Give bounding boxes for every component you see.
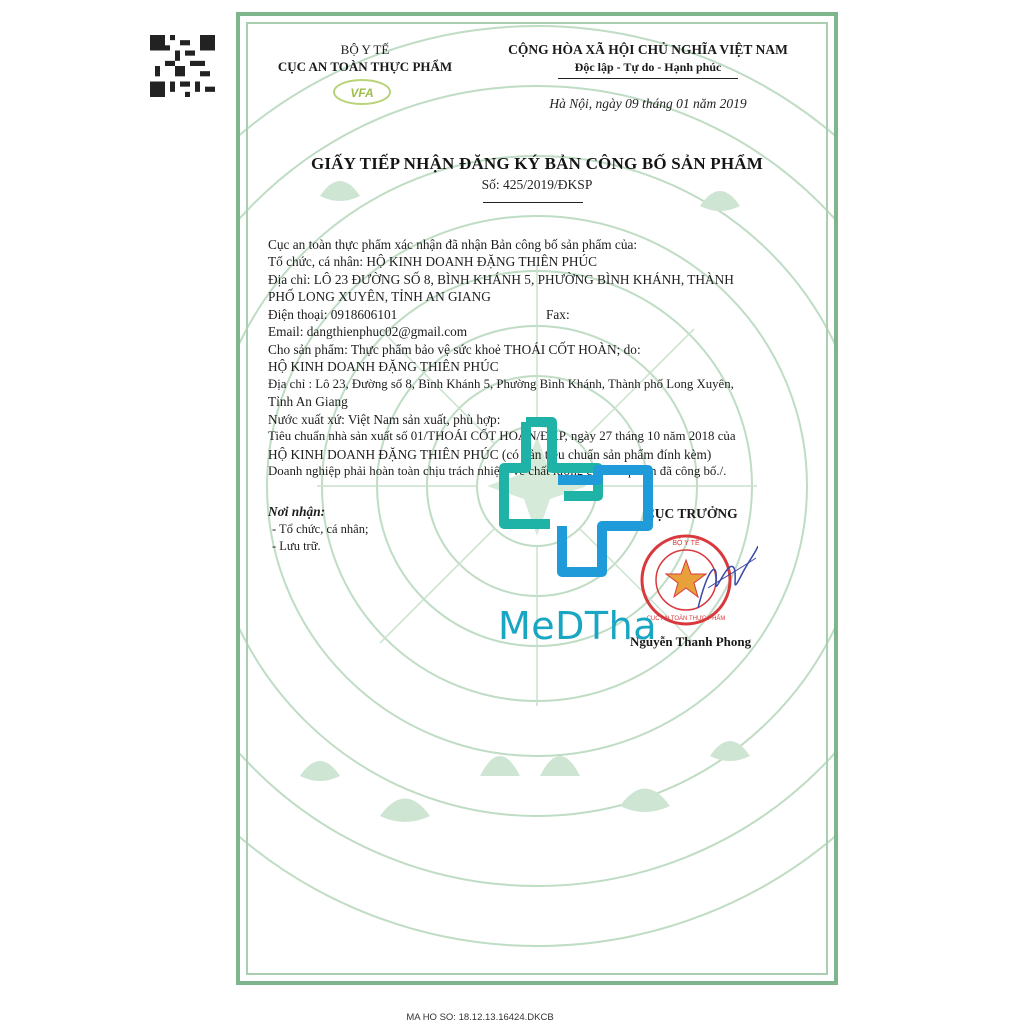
stamp-top-text: BỘ Y TẾ <box>672 540 700 547</box>
document-number: Số: 425/2019/ĐKSP <box>481 177 593 192</box>
recipient-item: - Tổ chức, cá nhân; <box>272 522 369 536</box>
address-line-1: Địa chỉ: LÔ 23 ĐƯỜNG SỐ 8, BÌNH KHÁNH 5, PHƯỜNG BÌNH KHÁNH, THÀNH <box>268 272 734 287</box>
date-line: Hà Nội, ngày 09 tháng 01 năm 2019 <box>549 96 747 111</box>
logo-text: VFA <box>350 86 374 100</box>
applicant-line: Tổ chức, cá nhân: HỘ KINH DOANH ĐẶNG THIÊN PHÚC <box>268 254 597 269</box>
national-motto: Độc lập - Tự do - Hạnh phúc <box>574 60 722 74</box>
agency-name: CỤC AN TOÀN THỰC PHẨM <box>277 59 453 74</box>
dossier-code: MA HO SO: 18.12.13.16424.DKCB <box>406 1012 554 1023</box>
responsibility-line: Doanh nghiệp phải hoàn toàn chịu trách nhiệm về chất lượng của sản phẩm đã công bố./. <box>268 464 727 478</box>
producer-address-1: Địa chỉ : Lô 23, Đường số 8, Bình Khánh 5, Phường Bình Khánh, Thành phố Long Xuyên, <box>268 377 734 391</box>
origin-line: Nước xuất xứ: Việt Nam sản xuất, phù hợp: <box>268 412 501 427</box>
qr-code-icon <box>150 35 215 97</box>
vfa-logo-icon <box>332 78 392 106</box>
standard-owner-line: HỘ KINH DOANH ĐẶNG THIÊN PHÚC (có bản tiêu chuẩn sản phẩm đính kèm) <box>268 447 712 462</box>
title-underline <box>483 202 583 203</box>
recipients-label: Nơi nhận: <box>268 504 326 519</box>
phone-line: Điện thoại: 0918606101 <box>268 307 398 322</box>
signer-name: Nguyễn Thanh Phong <box>630 634 752 649</box>
ministry-name: BỘ Y TẾ <box>340 42 390 57</box>
republic-name: CỘNG HÒA XÃ HỘI CHỦ NGHĨA VIỆT NAM <box>508 42 788 57</box>
signer-title: CỤC TRƯỞNG <box>645 506 738 521</box>
producer-address-2: Tỉnh An Giang <box>268 394 348 409</box>
intro-line: Cục an toàn thực phẩm xác nhận đã nhận Bản công bố sản phẩm của: <box>268 237 638 252</box>
recipient-item: - Lưu trữ. <box>272 539 321 553</box>
address-line-2: PHỐ LONG XUYÊN, TỈNH AN GIANG <box>268 289 491 304</box>
product-line: Cho sản phẩm: Thực phẩm bảo vệ sức khoẻ THOÁI CỐT HOÀN; do: <box>268 342 641 357</box>
document-title: GIẤY TIẾP NHẬN ĐĂNG KÝ BẢN CÔNG BỐ SẢN PHẨM <box>310 154 764 173</box>
email-line: Email: dangthienphuc02@gmail.com <box>268 324 468 339</box>
stamp-ring-text: CỤC AN TOÀN THỰC PHẨM <box>646 616 726 622</box>
producer-line: HỘ KINH DOANH ĐẶNG THIÊN PHÚC <box>268 359 499 374</box>
motto-underline <box>558 78 738 79</box>
medtha-cross-icon <box>490 410 670 590</box>
standard-line: Tiêu chuẩn nhà sản xuất số 01/THOÁI CỐT HOÀN/ĐKP, ngày 27 tháng 10 năm 2018 của <box>268 429 736 443</box>
fax-label: Fax: <box>546 307 570 322</box>
watermark-text: MeDTha <box>498 604 658 648</box>
